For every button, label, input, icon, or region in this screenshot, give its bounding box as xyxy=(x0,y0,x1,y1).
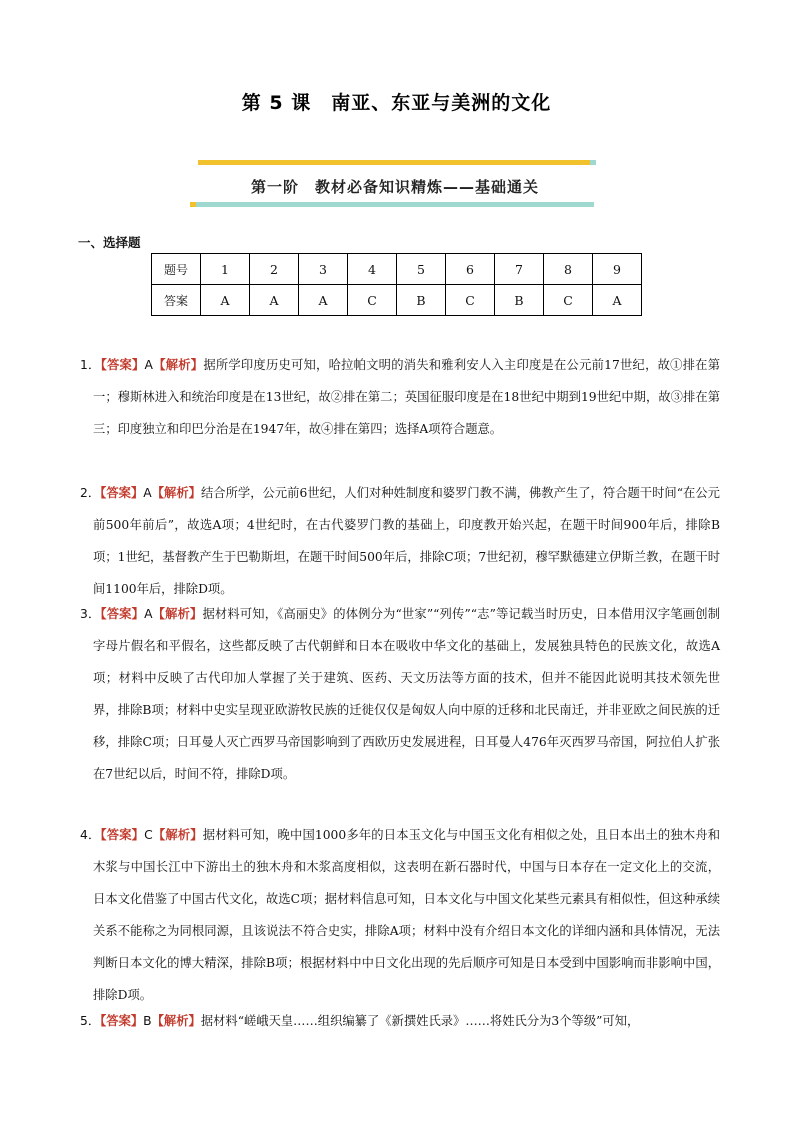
answer-letter: B xyxy=(143,1014,152,1028)
table-header-cell: 答案 xyxy=(152,285,201,316)
analysis-text: 据材料可知，《高丽史》的体例分为“世家”“列传”“志”等记载当时历史，日本借用汉字笔画创制字母片假名和平假名，这些都反映了古代朝鲜和日本在吸收中华文化的基础上，发展独具特色的民族文化，故选A项；材料中反映了古代印加人掌握了关于建筑、医药、天文历法等方面的技术，但并不能因此说明其技术领先世界，排除B项；材料中史实呈现亚欧游牧民族的迁徙仅仅是匈奴人向中原的迁移和北民南迁，并非亚欧之间民族的迁移，排除C项；日耳曼人灭亡西罗马帝国影响到了西欧历史发展进程，日耳曼人476年灭西罗马帝国，阿拉伯人扩张在7世纪以后，时间不符，排除D项。 xyxy=(93,607,720,781)
question-5 xyxy=(80,1005,720,1037)
question-3 xyxy=(80,598,720,790)
answer-letter: A xyxy=(143,486,152,500)
analysis-text: 据材料可知，晚中国1000多年的日本玉文化与中国玉文化有相似之处，且日本出土的独木舟和木浆与中国长江中下游出土的独木舟和木浆高度相似，这表明在新石器时代，中国与日本存在一定文化上的交流，日本文化借鉴了中国古代文化，故选C项；据材料信息可知，日本文化与中国文化某些元素具有相似性，但这种承续关系不能称之为同根同源，且该说法不符合史实，排除A项；材料中没有介绍日本文化的详细内涵和具体情况，无法判断日本文化的博大精深，排除B项；根据材料中中日文化出现的先后顺序可知是日本受到中国影响而非影响中国，排除D项。 xyxy=(93,828,721,1002)
table-cell: A xyxy=(201,285,250,316)
answer-tag: 【答案】 xyxy=(100,358,145,372)
table-cell: C xyxy=(446,285,495,316)
table-cell: 5 xyxy=(397,254,446,285)
table-cell: 1 xyxy=(201,254,250,285)
answer-table xyxy=(151,253,642,316)
table-cell: 3 xyxy=(299,254,348,285)
analysis-tag: 【解析】 xyxy=(152,358,204,372)
table-row-numbers xyxy=(152,254,642,285)
question-1 xyxy=(80,349,720,445)
banner-bottom-bar xyxy=(190,202,594,207)
banner-top-bar xyxy=(198,160,596,165)
table-cell: B xyxy=(495,285,544,316)
table-cell: C xyxy=(544,285,593,316)
table-cell: A xyxy=(299,285,348,316)
section-heading: 一、选择题 xyxy=(78,235,141,250)
analysis-tag: 【解析】 xyxy=(152,607,203,621)
page-title: 第 5 课 南亚、东亚与美洲的文化 xyxy=(241,92,552,114)
table-cell: 9 xyxy=(593,254,642,285)
analysis-tag: 【解析】 xyxy=(151,486,201,500)
table-cell: 8 xyxy=(544,254,593,285)
table-cell: C xyxy=(348,285,397,316)
analysis-text: 据所学印度历史可知，哈拉帕文明的消失和雅利安人入主印度是在公元前17世纪，故①排在第一；穆斯林进入和统治印度是在13世纪，故②排在第二；英国征服印度是在18世纪中期到19世纪中期，故③排在第三；印度独立和印巴分治是在1947年，故④排在第四；选择A项符合题意。 xyxy=(93,358,720,436)
analysis-tag: 【解析】 xyxy=(152,828,203,842)
table-header-cell: 题号 xyxy=(152,254,201,285)
banner-bottom-accent xyxy=(190,202,196,207)
answer-tag: 【答案】 xyxy=(100,828,145,842)
banner-title: 第一阶 教材必备知识精炼——基础通关 xyxy=(250,178,539,196)
analysis-text: 结合所学，公元前6世纪，人们对种姓制度和婆罗门教不满，佛教产生了，符合题干时间“在公元前500年前后”，故选A项；4世纪时，在古代婆罗门教的基础上，印度教开始兴起，在题干时间900年后，排除B项；1世纪，基督教产生于巴勒斯坦，在题干时间500年后，排除C项；7世纪初，穆罕默德建立伊斯兰教，在题干时间1100年后，排除D项。 xyxy=(93,486,720,596)
answer-tag: 【答案】 xyxy=(100,486,144,500)
table-row-answers xyxy=(152,285,642,316)
answer-tag: 【答案】 xyxy=(100,607,145,621)
analysis-text: 据材料“嵯峨天皇……组织编纂了《新撰姓氏录》……将姓氏分为3个等级”可知， xyxy=(200,1014,640,1028)
analysis-tag: 【解析】 xyxy=(151,1014,201,1028)
question-number: 4． xyxy=(80,828,101,842)
table-cell: B xyxy=(397,285,446,316)
question-number: 1． xyxy=(80,358,101,372)
question-4 xyxy=(80,819,720,1011)
answer-letter: A xyxy=(144,607,153,621)
table-cell: A xyxy=(593,285,642,316)
table-cell: 4 xyxy=(348,254,397,285)
question-number: 3． xyxy=(80,607,101,621)
table-cell: 6 xyxy=(446,254,495,285)
question-number: 5． xyxy=(80,1014,101,1028)
answer-letter: A xyxy=(144,358,153,372)
question-2 xyxy=(80,477,720,605)
table-cell: A xyxy=(250,285,299,316)
answer-tag: 【答案】 xyxy=(100,1014,144,1028)
table-cell: 2 xyxy=(250,254,299,285)
answer-letter: C xyxy=(144,828,153,842)
question-number: 2． xyxy=(80,486,101,500)
table-cell: 7 xyxy=(495,254,544,285)
banner-top-accent xyxy=(590,160,596,165)
section-banner xyxy=(190,160,600,210)
